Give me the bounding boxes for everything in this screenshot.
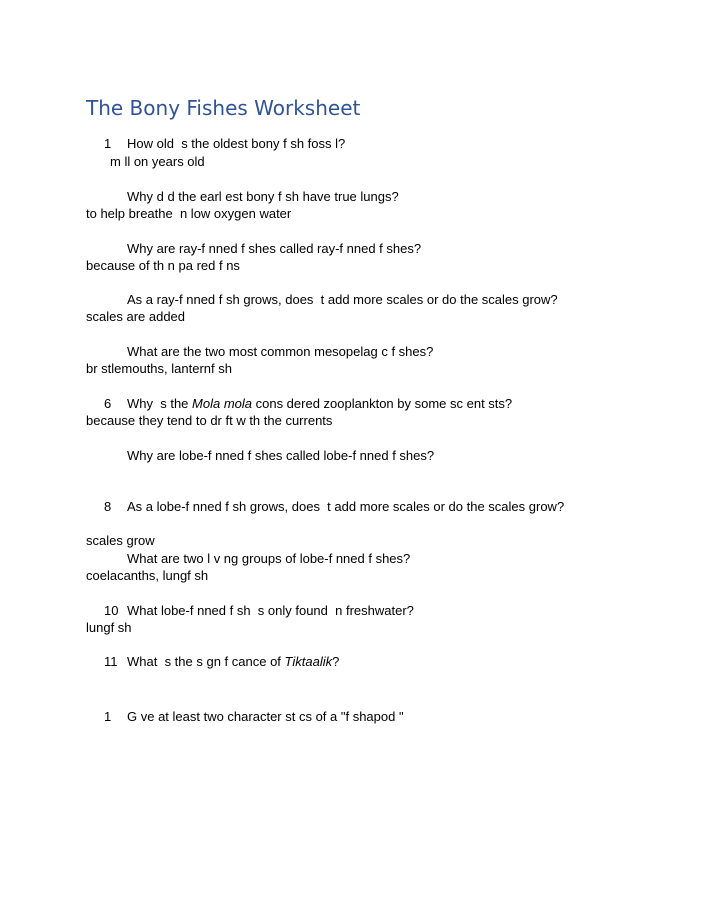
answer-text: because they tend to dr ft w th the currents bbox=[86, 413, 333, 428]
question-number: 10 bbox=[104, 603, 119, 618]
answer-text: because of th n pa red f ns bbox=[86, 258, 240, 273]
question-number: 1 bbox=[104, 709, 112, 724]
question-text: What are the two most common mesopelag c f shes? bbox=[127, 344, 434, 359]
page-title: The Bony Fishes Worksheet bbox=[86, 96, 361, 120]
question-text: How old s the oldest bony f sh foss l? bbox=[127, 136, 346, 151]
question-text: As a lobe-f nned f sh grows, does t add more scales or do the scales grow? bbox=[127, 499, 565, 514]
species-name: Mola mola bbox=[192, 396, 252, 411]
question-number: 11 bbox=[104, 654, 118, 669]
question-number: 8 bbox=[104, 499, 112, 514]
answer-text: m ll on years old bbox=[110, 154, 205, 169]
question-text: Why d d the earl est bony f sh have true lungs? bbox=[127, 189, 399, 204]
question-text: Why are lobe-f nned f shes called lobe-f nned f shes? bbox=[127, 448, 435, 463]
question-text: Why s the Mola mola cons dered zooplankton by some sc ent sts? bbox=[127, 396, 513, 411]
question-number: 1 bbox=[104, 136, 112, 151]
question-text: What are two l v ng groups of lobe-f nned f shes? bbox=[127, 551, 411, 566]
question-text: As a ray-f nned f sh grows, does t add more scales or do the scales grow? bbox=[127, 292, 558, 307]
question-text: What s the s gn f cance of Tiktaalik? bbox=[127, 654, 340, 669]
answer-text: br stlemouths, lanternf sh bbox=[86, 361, 232, 376]
question-text: What lobe-f nned f sh s only found n freshwater? bbox=[127, 603, 414, 618]
species-name: Tiktaalik bbox=[284, 654, 333, 669]
answer-text: scales are added bbox=[86, 309, 186, 324]
question-number: 6 bbox=[104, 396, 112, 411]
answer-text: lungf sh bbox=[86, 620, 132, 635]
answer-text: coelacanths, lungf sh bbox=[86, 568, 209, 583]
question-text: G ve at least two character st cs of a "f shapod " bbox=[127, 709, 404, 724]
answer-text: scales grow bbox=[86, 533, 155, 548]
answer-text: to help breathe n low oxygen water bbox=[86, 206, 292, 221]
question-text: Why are ray-f nned f shes called ray-f nned f shes? bbox=[127, 241, 422, 256]
